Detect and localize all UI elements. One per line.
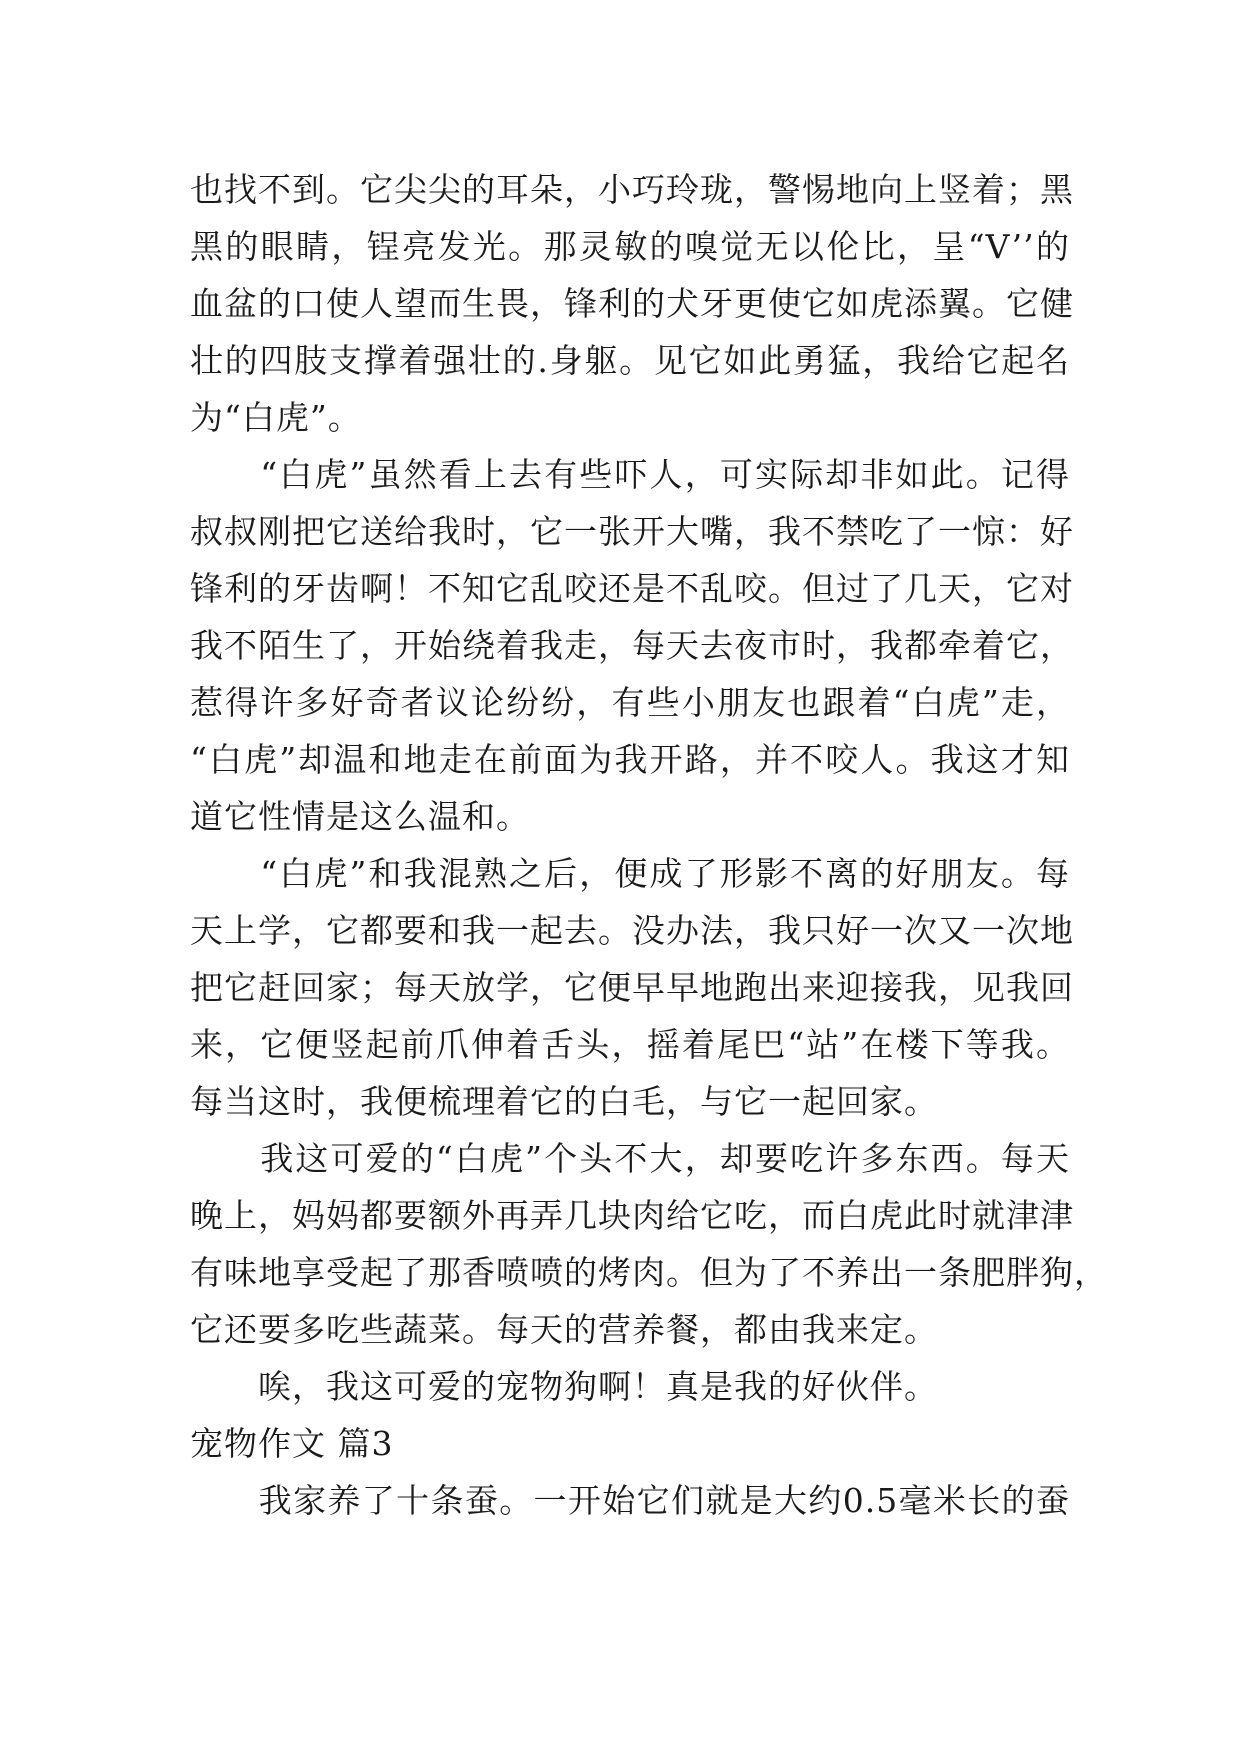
text-line: 惹得许多好奇者议论纷纷，有些小朋友也跟着“白虎”走， [190, 683, 1070, 722]
text-line: 有味地享受起了那香喷喷的烤肉。但为了不养出一条肥胖狗， [190, 1253, 1108, 1292]
text-line: 每当这时，我便梳理着它的白毛，与它一起回家。 [190, 1082, 938, 1121]
text-line: 道它性情是这么温和。 [190, 797, 530, 836]
text-line: 也找不到。它尖尖的耳朵，小巧玲珑，警惕地向上竖着；黑 [190, 170, 1074, 209]
text-line: 来，它便竖起前爪伸着舌头，摇着尾巴“站”在楼下等我。 [190, 1025, 1070, 1064]
paragraph-first-line: “白虎”和我混熟之后，便成了形影不离的好朋友。每 [190, 854, 1070, 893]
text-line: 把它赶回家；每天放学，它便早早地跑出来迎接我，见我回 [190, 968, 1074, 1007]
text-line: 血盆的口使人望而生畏，锋利的犬牙更使它如虎添翼。它健 [190, 284, 1074, 323]
paragraph-first-line: 唉，我这可爱的宠物狗啊！真是我的好伙伴。 [190, 1367, 938, 1406]
text-line: 锋利的牙齿啊！不知它乱咬还是不乱咬。但过了几天，它对 [190, 569, 1074, 608]
text-line: 晚上，妈妈都要额外再弄几块肉给它吃，而白虎此时就津津 [190, 1196, 1074, 1235]
paragraph-first-line: 我这可爱的“白虎”个头不大，却要吃许多东西。每天 [190, 1139, 1070, 1178]
text-line: 为“白虎”。 [190, 398, 362, 437]
text-line: 天上学，它都要和我一起去。没办法，我只好一次又一次地 [190, 911, 1074, 950]
text-line: 叔叔刚把它送给我时，它一张开大嘴，我不禁吃了一惊：好 [190, 512, 1074, 551]
section-heading: 宠物作文 篇3 [190, 1424, 394, 1463]
text-line: 壮的四肢支撑着强壮的.身躯。见它如此勇猛，我给它起名 [190, 341, 1070, 380]
paragraph-first-line: 我家养了十条蚕。一开始它们就是大约0.5毫米长的蚕 [190, 1481, 1070, 1520]
text-line: 我不陌生了，开始绕着我走，每天去夜市时，我都牵着它， [190, 626, 1074, 665]
text-line: 它还要多吃些蔬菜。每天的营养餐，都由我来定。 [190, 1310, 938, 1349]
paragraph-first-line: “白虎”虽然看上去有些吓人，可实际却非如此。记得 [190, 455, 1070, 494]
text-line: “白虎”却温和地走在前面为我开路，并不咬人。我这才知 [190, 740, 1070, 779]
text-line: 黑的眼睛，锃亮发光。那灵敏的嗅觉无以伦比，呈“V’’的 [190, 227, 1070, 266]
